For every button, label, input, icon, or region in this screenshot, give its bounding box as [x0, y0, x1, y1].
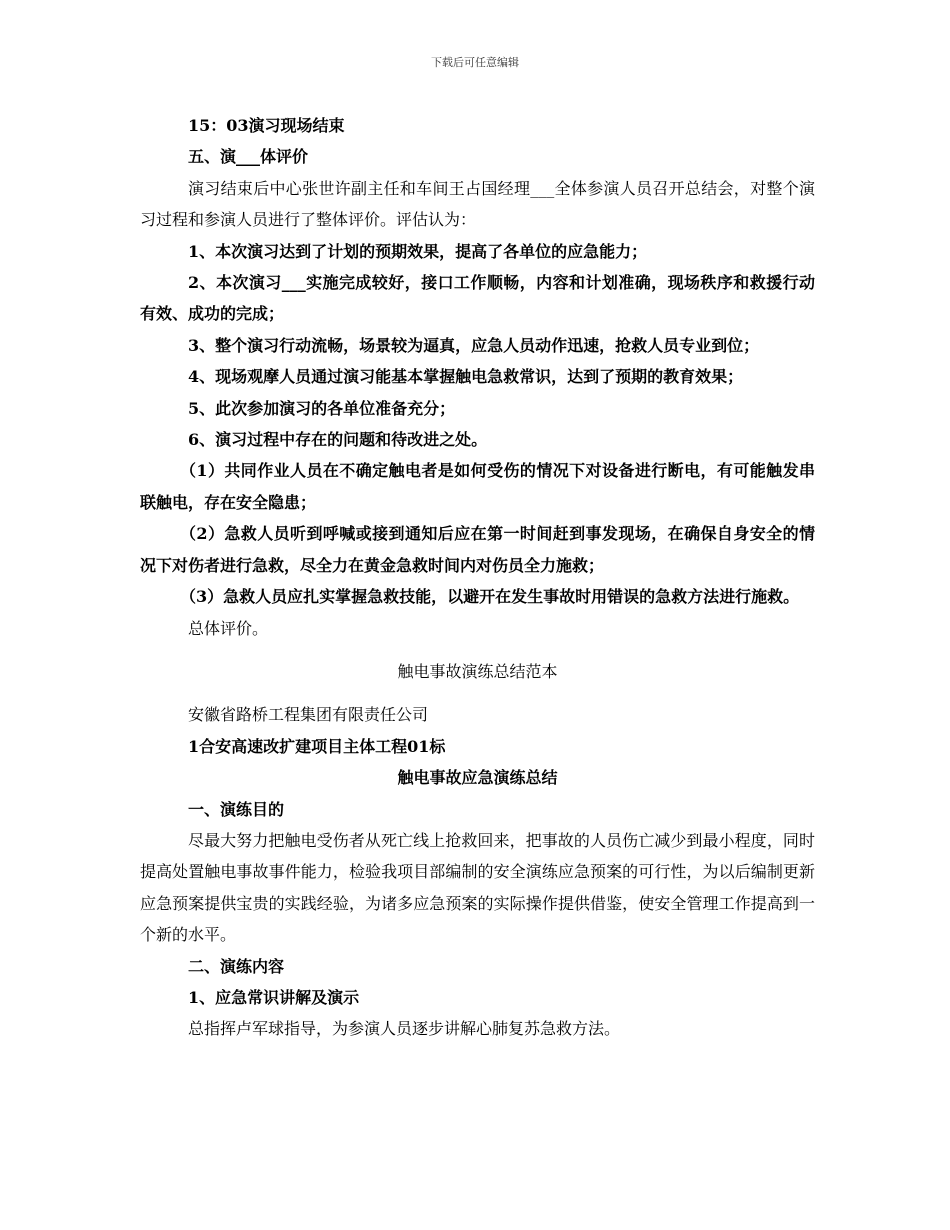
section-2-1-body: 总指挥卢军球指导，为参演人员逐步讲解心肺复苏急救方法。 — [188, 1019, 621, 1039]
evaluation-item-1: 1、本次演习达到了计划的预期效果，提高了各单位的应急能力； — [188, 241, 648, 261]
evaluation-intro: 演习结束后中心张世许副主任和车间王占国经理___全体参演人员召开总结会，对整个演习过程和参演人员进行了整体评价。评估认为： — [140, 178, 815, 230]
document-subtitle: 触电事故应急演练总结 — [397, 768, 558, 788]
drill-end-time: 15：03演习现场结束 — [188, 116, 345, 135]
document-title: 触电事故演练总结范本 — [397, 661, 558, 681]
issue-item-3: （3）急救人员应扎实掌握急救技能，以避开在发生事故时用错误的急救方法进行施救。 — [180, 587, 800, 607]
evaluation-item-4: 4、现场观摩人员通过演习能基本掌握触电急救常识，达到了预期的教育效果； — [188, 367, 744, 387]
section-5-heading: 五、演___体评价 — [188, 147, 309, 167]
section-2-heading: 二、演练内容 — [188, 956, 285, 976]
overall-evaluation: 总体评价。 — [188, 618, 269, 638]
issue-item-2: （2）急救人员听到呼喊或接到通知后应在第一时间赶到事发现场，在确保自身安全的情况下对伤者进行急救，尽全力在黄金急救时间内对伤员全力施救； — [140, 524, 815, 575]
evaluation-item-6: 6、演习过程中存在的问题和待改进之处。 — [188, 430, 488, 450]
company-name: 安徽省路桥工程集团有限责任公司 — [188, 705, 429, 725]
section-2-1-heading: 1、应急常识讲解及演示 — [188, 987, 360, 1007]
evaluation-item-3: 3、整个演习行动流畅，场景较为逼真，应急人员动作迅速，抢救人员专业到位； — [188, 335, 760, 355]
page-header-note: 下载后可任意编辑 — [431, 56, 519, 69]
project-name: 1合安高速改扩建项目主体工程01标 — [188, 736, 446, 756]
section-1-heading: 一、演练目的 — [188, 799, 285, 819]
section-1-body: 尽最大努力把触电受伤者从死亡线上抢救回来，把事故的人员伤亡减少到最小程度，同时提高处置触电事故事件能力，检验我项目部编制的安全演练应急预案的可行性，为以后编制更新应急预案提供宝贵的实践经验，为诸多应急预案的实际操作提供借鉴，使安全管理工作提高到一个新的水平。 — [140, 830, 815, 945]
evaluation-item-5: 5、此次参加演习的各单位准备充分； — [188, 398, 456, 418]
document-body — [140, 110, 815, 1045]
issue-item-1: （1）共同作业人员在不确定触电者是如何受伤的情况下对设备进行断电，有可能触发串联触电，存在安全隐患； — [140, 461, 815, 512]
evaluation-item-2: 2、本次演习___实施完成较好，接口工作顺畅，内容和计划准确，现场秩序和救援行动有效、成功的完成； — [140, 273, 815, 324]
